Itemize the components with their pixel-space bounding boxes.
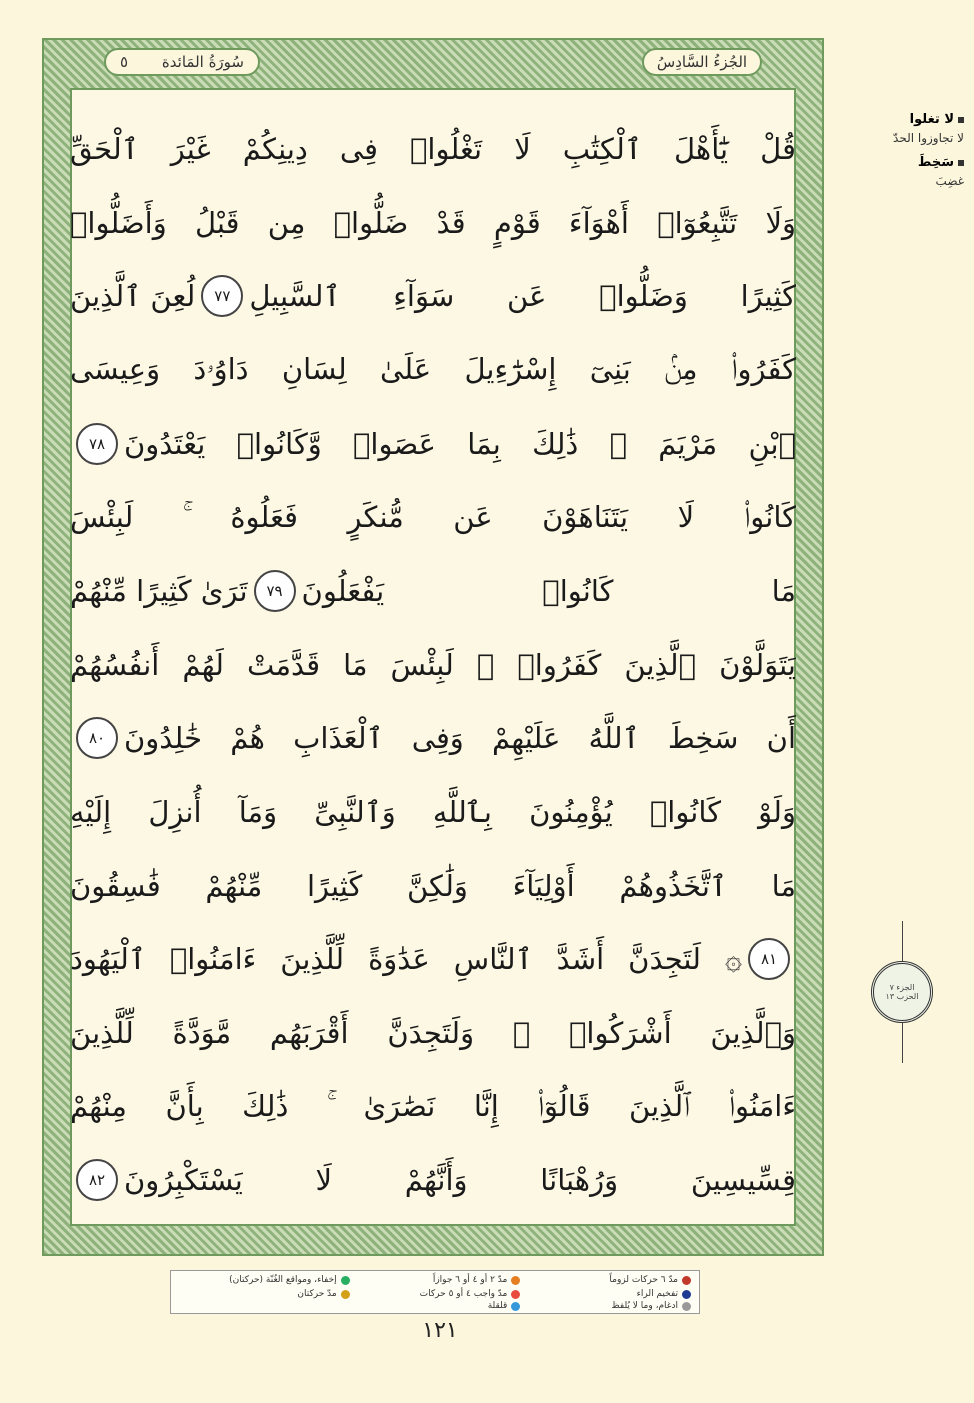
verse-line bbox=[70, 112, 796, 186]
verse-text: قُلْ يَٰٓأَهْلَ ٱلْكِتَٰبِ لَا تَغْلُوا۟ فِى دِينِكُمْ غَيْرَ ٱلْحَقِّ bbox=[70, 131, 796, 166]
color-dot-icon bbox=[341, 1276, 350, 1285]
verse-text: ۞ لَتَجِدَنَّ أَشَدَّ ٱلنَّاسِ عَدَٰوَةً لِّلَّذِينَ ءَامَنُوا۟ ٱلْيَهُودَ bbox=[70, 942, 742, 977]
juz-label: الجزء ٧ bbox=[889, 983, 915, 992]
verse-text: أَن سَخِطَ ٱللَّهُ عَلَيْهِمْ وَفِى ٱلْعَذَابِ هُمْ خَٰلِدُونَ bbox=[124, 721, 796, 756]
verse-text: وَلَوْ كَانُوا۟ يُؤْمِنُونَ بِٱللَّهِ وَٱلنَّبِىِّ وَمَآ أُنزِلَ إِلَيْهِ bbox=[70, 795, 796, 830]
verse-text: كَثِيرًا وَضَلُّوا۟ عَن سَوَآءِ ٱلسَّبِيلِ bbox=[249, 279, 796, 314]
verse-line bbox=[70, 702, 796, 776]
glossary-word: لا تغلوا bbox=[909, 112, 954, 127]
color-dot-icon bbox=[511, 1302, 520, 1311]
legend-item bbox=[350, 1287, 521, 1301]
verse-line bbox=[70, 628, 796, 702]
glossary-meaning: غضِبَ bbox=[935, 174, 964, 188]
legend-label: قلقلة bbox=[487, 1301, 508, 1311]
glossary-word: سَخِطَ bbox=[917, 155, 954, 170]
verse-text: مَا ٱتَّخَذُوهُمْ أَوْلِيَآءَ وَلَٰكِنَّ كَثِيرًا مِّنْهُمْ فَٰسِقُونَ bbox=[70, 868, 796, 903]
hizb-label: الحزب ١٣ bbox=[885, 992, 919, 1001]
verse-text: قِسِّيسِينَ وَرُهْبَانًا وَأَنَّهُمْ لَا يَسْتَكْبِرُونَ bbox=[124, 1163, 796, 1198]
legend-item bbox=[520, 1301, 691, 1311]
verse-line bbox=[70, 849, 796, 923]
juz-name: الجُزءُ السَّادِسُ bbox=[656, 53, 748, 71]
verse-line bbox=[70, 1070, 796, 1144]
legend-label: مدّ ٦ حركات لزوماً bbox=[609, 1275, 678, 1285]
ayah-number-marker: ٨٠ bbox=[76, 717, 118, 759]
verse-line bbox=[70, 996, 796, 1070]
verse-text: يَتَوَلَّوْنَ ٱلَّذِينَ كَفَرُوا۟ ۚ لَبِئْسَ مَا قَدَّمَتْ لَهُمْ أَنفُسُهُمْ bbox=[70, 647, 796, 682]
legend-label: ادغام، وما لا يُلفظ bbox=[611, 1301, 678, 1311]
verse-lines bbox=[70, 112, 796, 1217]
verse-text: مَا كَانُوا۟ يَفْعَلُونَ bbox=[301, 573, 796, 608]
verse-text: وَلَا تَتَّبِعُوٓا۟ أَهْوَآءَ قَوْمٍ قَدْ ضَلُّوا۟ مِن قَبْلُ وَأَضَلُّوا۟ bbox=[70, 205, 796, 240]
verse-text-continued: لُعِنَ ٱلَّذِينَ bbox=[70, 279, 196, 314]
ornament-stem bbox=[902, 921, 903, 961]
legend-label: مدّ واجب ٤ أو ٥ حركات bbox=[419, 1289, 508, 1299]
glossary-entry bbox=[848, 112, 964, 145]
juz-header bbox=[642, 48, 762, 76]
bullet-icon bbox=[958, 160, 964, 166]
legend-item bbox=[350, 1273, 521, 1287]
surah-header bbox=[104, 48, 260, 76]
color-dot-icon bbox=[682, 1290, 691, 1299]
verse-text: وَٱلَّذِينَ أَشْرَكُوا۟ ۖ وَلَتَجِدَنَّ أَقْرَبَهُم مَّوَدَّةً لِّلَّذِينَ bbox=[70, 1016, 796, 1051]
glossary-entry bbox=[848, 155, 964, 188]
glossary-meaning: لا تجاوزوا الحدّ bbox=[893, 131, 964, 145]
verse-line bbox=[70, 186, 796, 260]
verse-line bbox=[70, 923, 796, 997]
legend-item bbox=[520, 1287, 691, 1301]
legend-item bbox=[520, 1273, 691, 1287]
legend-label: مدّ حركتان bbox=[297, 1289, 337, 1299]
ayah-number-marker: ٨٢ bbox=[76, 1159, 118, 1201]
hizb-marker bbox=[870, 912, 934, 1072]
legend-item bbox=[179, 1273, 350, 1287]
verse-text: كَفَرُوا۟ مِنۢ بَنِىٓ إِسْرَٰٓءِيلَ عَلَىٰ لِسَانِ دَاوُۥدَ وَعِيسَى bbox=[70, 352, 796, 387]
verse-line bbox=[70, 259, 796, 333]
verse-text-continued: تَرَىٰ كَثِيرًا مِّنْهُمْ bbox=[70, 573, 248, 608]
color-dot-icon bbox=[682, 1276, 691, 1285]
verse-line bbox=[70, 480, 796, 554]
ayah-number-marker: ٧٩ bbox=[254, 570, 296, 612]
hizb-medallion-icon bbox=[871, 961, 933, 1023]
verse-line bbox=[70, 554, 796, 628]
legend-label: إخفاء، ومواقع الغُنّة (حركتان) bbox=[229, 1275, 337, 1285]
ayah-number-marker: ٧٧ bbox=[201, 275, 243, 317]
color-dot-icon bbox=[341, 1290, 350, 1299]
legend-label: مدّ ٢ أو ٤ أو ٦ جوازاً bbox=[432, 1275, 508, 1285]
surah-number: ٥ bbox=[120, 53, 129, 71]
verse-line bbox=[70, 775, 796, 849]
glossary-sidebar bbox=[848, 112, 964, 198]
color-dot-icon bbox=[511, 1290, 520, 1299]
tajweed-legend bbox=[170, 1270, 700, 1314]
verse-line bbox=[70, 1144, 796, 1218]
color-dot-icon bbox=[511, 1276, 520, 1285]
verse-text: ٱبْنِ مَرْيَمَ ۚ ذَٰلِكَ بِمَا عَصَوا۟ وَّكَانُوا۟ يَعْتَدُونَ bbox=[124, 426, 796, 461]
page-number: ١٢١ bbox=[422, 1318, 458, 1343]
ayah-number-marker: ٧٨ bbox=[76, 423, 118, 465]
color-dot-icon bbox=[682, 1302, 691, 1311]
verse-line bbox=[70, 407, 796, 481]
verse-text: كَانُوا۟ لَا يَتَنَاهَوْنَ عَن مُّنكَرٍ فَعَلُوهُ ۚ لَبِئْسَ bbox=[70, 499, 796, 534]
ayah-number-marker: ٨١ bbox=[748, 938, 790, 980]
bullet-icon bbox=[958, 117, 964, 123]
verse-line bbox=[70, 333, 796, 407]
legend-item bbox=[350, 1301, 521, 1311]
ornament-stem bbox=[902, 1023, 903, 1063]
surah-name: سُورَةُ المَائدة bbox=[161, 53, 244, 71]
verse-text: ءَامَنُوا۟ ٱلَّذِينَ قَالُوٓا۟ إِنَّا نَصَٰرَىٰ ۚ ذَٰلِكَ بِأَنَّ مِنْهُمْ bbox=[70, 1089, 796, 1124]
legend-item bbox=[179, 1287, 350, 1301]
legend-label: تفخيم الراء bbox=[636, 1289, 678, 1299]
